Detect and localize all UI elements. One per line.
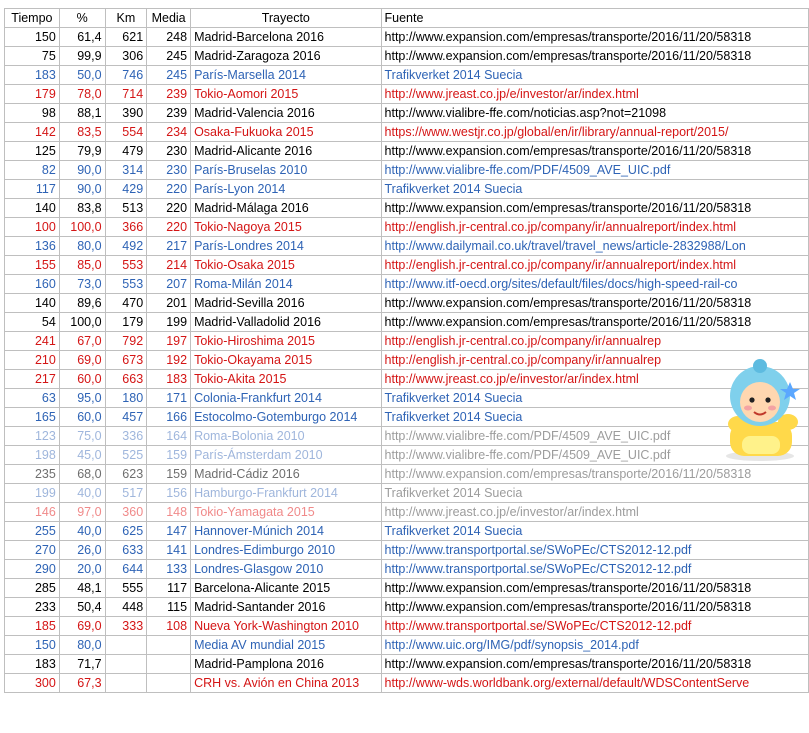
cell-fuente[interactable]: http://www.jreast.co.jp/e/investor/ar/index.html <box>381 503 808 522</box>
cell-trayecto[interactable]: Tokio-Okayama 2015 <box>191 351 381 370</box>
cell-fuente[interactable]: http://www.transportportal.se/SWoPEc/CTS2012-12.pdf <box>381 541 808 560</box>
cell-trayecto[interactable]: Madrid-Alicante 2016 <box>191 142 381 161</box>
cell-km[interactable]: 492 <box>105 237 147 256</box>
cell-media[interactable]: 230 <box>147 142 191 161</box>
cell-fuente[interactable]: http://www.expansion.com/empresas/transporte/2016/11/20/58318 <box>381 655 808 674</box>
cell-media[interactable]: 197 <box>147 332 191 351</box>
cell-media[interactable]: 147 <box>147 522 191 541</box>
cell-media[interactable]: 245 <box>147 66 191 85</box>
cell-media[interactable]: 239 <box>147 85 191 104</box>
cell-percent[interactable]: 50,4 <box>59 598 105 617</box>
cell-percent[interactable]: 83,5 <box>59 123 105 142</box>
cell-km[interactable]: 792 <box>105 332 147 351</box>
cell-percent[interactable]: 99,9 <box>59 47 105 66</box>
cell-tiempo[interactable]: 98 <box>5 104 60 123</box>
cell-trayecto[interactable]: Madrid-Zaragoza 2016 <box>191 47 381 66</box>
cell-media[interactable]: 117 <box>147 579 191 598</box>
cell-trayecto[interactable]: Londres-Edimburgo 2010 <box>191 541 381 560</box>
header-km[interactable]: Km <box>105 9 147 28</box>
cell-fuente[interactable]: http://www.expansion.com/empresas/transporte/2016/11/20/58318 <box>381 142 808 161</box>
cell-km[interactable]: 633 <box>105 541 147 560</box>
cell-trayecto[interactable]: Madrid-Pamplona 2016 <box>191 655 381 674</box>
cell-percent[interactable]: 89,6 <box>59 294 105 313</box>
table-row <box>5 655 809 674</box>
cell-trayecto[interactable]: París-Ámsterdam 2010 <box>191 446 381 465</box>
cell-trayecto[interactable]: Madrid-Santander 2016 <box>191 598 381 617</box>
cell-tiempo[interactable]: 290 <box>5 560 60 579</box>
cell-percent[interactable]: 69,0 <box>59 351 105 370</box>
cell-tiempo[interactable]: 185 <box>5 617 60 636</box>
cell-km[interactable]: 336 <box>105 427 147 446</box>
cell-fuente[interactable]: http://www.vialibre-ffe.com/PDF/4509_AVE_UIC.pdf <box>381 427 808 446</box>
cell-tiempo[interactable]: 146 <box>5 503 60 522</box>
cell-fuente[interactable]: http://www.expansion.com/empresas/transporte/2016/11/20/58318 <box>381 465 808 484</box>
cell-trayecto[interactable]: Londres-Glasgow 2010 <box>191 560 381 579</box>
cell-trayecto[interactable]: Colonia-Frankfurt 2014 <box>191 389 381 408</box>
table-row <box>5 313 809 332</box>
cell-fuente[interactable]: http://www.jreast.co.jp/e/investor/ar/index.html <box>381 85 808 104</box>
cell-tiempo[interactable]: 255 <box>5 522 60 541</box>
cell-media[interactable]: 141 <box>147 541 191 560</box>
cell-fuente[interactable]: Trafikverket 2014 Suecia <box>381 66 808 85</box>
cell-km[interactable]: 179 <box>105 313 147 332</box>
cell-trayecto[interactable]: Tokio-Akita 2015 <box>191 370 381 389</box>
cell-fuente[interactable]: http://www.dailymail.co.uk/travel/travel_news/article-2832988/Lon <box>381 237 808 256</box>
cell-fuente[interactable]: http://www.expansion.com/empresas/transporte/2016/11/20/58318 <box>381 199 808 218</box>
table-row <box>5 294 809 313</box>
cell-trayecto[interactable]: Madrid-Valencia 2016 <box>191 104 381 123</box>
cell-trayecto[interactable]: Tokio-Osaka 2015 <box>191 256 381 275</box>
cell-km[interactable]: 714 <box>105 85 147 104</box>
cell-trayecto[interactable]: Barcelona-Alicante 2015 <box>191 579 381 598</box>
cell-media[interactable] <box>147 674 191 693</box>
cell-trayecto[interactable]: Madrid-Málaga 2016 <box>191 199 381 218</box>
table-row <box>5 28 809 47</box>
table-row <box>5 522 809 541</box>
cell-media[interactable]: 183 <box>147 370 191 389</box>
cell-trayecto[interactable]: Tokio-Nagoya 2015 <box>191 218 381 237</box>
cell-km[interactable]: 360 <box>105 503 147 522</box>
cell-percent[interactable]: 90,0 <box>59 161 105 180</box>
cell-tiempo[interactable]: 82 <box>5 161 60 180</box>
cell-percent[interactable]: 80,0 <box>59 636 105 655</box>
cell-fuente[interactable]: http://english.jr-central.co.jp/company/ir/annualrep <box>381 332 808 351</box>
cell-percent[interactable]: 79,9 <box>59 142 105 161</box>
cell-percent[interactable]: 95,0 <box>59 389 105 408</box>
cell-fuente[interactable]: Trafikverket 2014 Suecia <box>381 408 808 427</box>
table-row <box>5 560 809 579</box>
cell-tiempo[interactable]: 150 <box>5 28 60 47</box>
cell-fuente[interactable]: http://www.transportportal.se/SWoPEc/CTS2012-12.pdf <box>381 617 808 636</box>
table-row <box>5 218 809 237</box>
cell-fuente[interactable]: http://www.expansion.com/empresas/transporte/2016/11/20/58318 <box>381 579 808 598</box>
cell-km[interactable]: 525 <box>105 446 147 465</box>
routes-table <box>4 8 809 693</box>
table-row <box>5 427 809 446</box>
cell-percent[interactable]: 45,0 <box>59 446 105 465</box>
cell-fuente[interactable]: http://www.vialibre-ffe.com/PDF/4509_AVE_UIC.pdf <box>381 446 808 465</box>
header-tiempo[interactable]: Tiempo <box>5 9 60 28</box>
cell-km[interactable]: 625 <box>105 522 147 541</box>
cell-media[interactable]: 217 <box>147 237 191 256</box>
cell-km[interactable]: 553 <box>105 256 147 275</box>
table-row <box>5 237 809 256</box>
cell-trayecto[interactable]: Osaka-Fukuoka 2015 <box>191 123 381 142</box>
cell-trayecto[interactable]: Tokio-Aomori 2015 <box>191 85 381 104</box>
cell-trayecto[interactable]: CRH vs. Avión en China 2013 <box>191 674 381 693</box>
cell-percent[interactable]: 26,0 <box>59 541 105 560</box>
cell-tiempo[interactable]: 155 <box>5 256 60 275</box>
table-row <box>5 389 809 408</box>
cell-tiempo[interactable]: 140 <box>5 294 60 313</box>
table-row <box>5 598 809 617</box>
cell-tiempo[interactable]: 100 <box>5 218 60 237</box>
cell-km[interactable] <box>105 636 147 655</box>
cell-km[interactable]: 448 <box>105 598 147 617</box>
header-row <box>5 9 809 28</box>
cell-percent[interactable]: 75,0 <box>59 427 105 446</box>
table-row <box>5 674 809 693</box>
cell-percent[interactable]: 60,0 <box>59 370 105 389</box>
cell-percent[interactable]: 67,0 <box>59 332 105 351</box>
table-row <box>5 484 809 503</box>
cell-tiempo[interactable]: 123 <box>5 427 60 446</box>
cell-fuente[interactable]: http://english.jr-central.co.jp/company/ir/annualreport/index.html <box>381 256 808 275</box>
cell-media[interactable]: 159 <box>147 446 191 465</box>
cell-fuente[interactable]: http://www.expansion.com/empresas/transporte/2016/11/20/58318 <box>381 294 808 313</box>
cell-trayecto[interactable]: Hannover-Múnich 2014 <box>191 522 381 541</box>
cell-trayecto[interactable]: París-Londres 2014 <box>191 237 381 256</box>
cell-media[interactable]: 220 <box>147 218 191 237</box>
cell-km[interactable]: 673 <box>105 351 147 370</box>
cell-km[interactable]: 366 <box>105 218 147 237</box>
cell-trayecto[interactable]: Tokio-Hiroshima 2015 <box>191 332 381 351</box>
header-media[interactable]: Media <box>147 9 191 28</box>
cell-km[interactable]: 554 <box>105 123 147 142</box>
table-row <box>5 256 809 275</box>
cell-tiempo[interactable]: 233 <box>5 598 60 617</box>
cell-fuente[interactable]: http://www-wds.worldbank.org/external/default/WDSContentServe <box>381 674 808 693</box>
cell-media[interactable]: 171 <box>147 389 191 408</box>
cell-km[interactable]: 333 <box>105 617 147 636</box>
cell-percent[interactable]: 67,3 <box>59 674 105 693</box>
cell-trayecto[interactable]: Madrid-Sevilla 2016 <box>191 294 381 313</box>
cell-tiempo[interactable]: 235 <box>5 465 60 484</box>
cell-fuente[interactable]: http://www.expansion.com/empresas/transporte/2016/11/20/58318 <box>381 47 808 66</box>
cell-percent[interactable]: 50,0 <box>59 66 105 85</box>
header-trayecto[interactable]: Trayecto <box>191 9 381 28</box>
cell-km[interactable]: 470 <box>105 294 147 313</box>
cell-tiempo[interactable]: 125 <box>5 142 60 161</box>
cell-percent[interactable]: 100,0 <box>59 218 105 237</box>
cell-trayecto[interactable]: Madrid-Barcelona 2016 <box>191 28 381 47</box>
table-row <box>5 370 809 389</box>
cell-tiempo[interactable]: 241 <box>5 332 60 351</box>
cell-percent[interactable]: 100,0 <box>59 313 105 332</box>
cell-media[interactable]: 234 <box>147 123 191 142</box>
cell-percent[interactable]: 71,7 <box>59 655 105 674</box>
table-row <box>5 85 809 104</box>
cell-percent[interactable]: 20,0 <box>59 560 105 579</box>
cell-media[interactable]: 108 <box>147 617 191 636</box>
cell-trayecto[interactable]: París-Bruselas 2010 <box>191 161 381 180</box>
cell-km[interactable]: 390 <box>105 104 147 123</box>
cell-tiempo[interactable]: 160 <box>5 275 60 294</box>
cell-km[interactable]: 746 <box>105 66 147 85</box>
table-row <box>5 351 809 370</box>
cell-km[interactable]: 180 <box>105 389 147 408</box>
cell-trayecto[interactable]: Madrid-Valladolid 2016 <box>191 313 381 332</box>
cell-trayecto[interactable]: Media AV mundial 2015 <box>191 636 381 655</box>
table-row <box>5 579 809 598</box>
cell-percent[interactable]: 88,1 <box>59 104 105 123</box>
cell-fuente[interactable]: http://www.vialibre-ffe.com/PDF/4509_AVE_UIC.pdf <box>381 161 808 180</box>
table-row <box>5 104 809 123</box>
cell-fuente[interactable]: http://www.expansion.com/empresas/transporte/2016/11/20/58318 <box>381 313 808 332</box>
cell-fuente[interactable]: http://www.expansion.com/empresas/transporte/2016/11/20/58318 <box>381 28 808 47</box>
cell-tiempo[interactable]: 285 <box>5 579 60 598</box>
cell-percent[interactable]: 83,8 <box>59 199 105 218</box>
cell-percent[interactable]: 69,0 <box>59 617 105 636</box>
cell-percent[interactable]: 40,0 <box>59 522 105 541</box>
cell-media[interactable]: 245 <box>147 47 191 66</box>
table-row <box>5 275 809 294</box>
cell-km[interactable] <box>105 655 147 674</box>
cell-media[interactable]: 248 <box>147 28 191 47</box>
cell-media[interactable]: 239 <box>147 104 191 123</box>
cell-km[interactable]: 644 <box>105 560 147 579</box>
cell-percent[interactable]: 85,0 <box>59 256 105 275</box>
table-row <box>5 408 809 427</box>
cell-tiempo[interactable]: 183 <box>5 66 60 85</box>
cell-percent[interactable]: 97,0 <box>59 503 105 522</box>
cell-tiempo[interactable]: 217 <box>5 370 60 389</box>
cell-media[interactable]: 133 <box>147 560 191 579</box>
cell-km[interactable]: 517 <box>105 484 147 503</box>
cell-trayecto[interactable]: Roma-Bolonia 2010 <box>191 427 381 446</box>
header-fuente[interactable]: Fuente <box>381 9 808 28</box>
cell-percent[interactable]: 68,0 <box>59 465 105 484</box>
cell-trayecto[interactable]: Estocolmo-Gotemburgo 2014 <box>191 408 381 427</box>
cell-tiempo[interactable]: 142 <box>5 123 60 142</box>
cell-percent[interactable]: 78,0 <box>59 85 105 104</box>
cell-km[interactable]: 513 <box>105 199 147 218</box>
cell-media[interactable]: 148 <box>147 503 191 522</box>
cell-fuente[interactable]: Trafikverket 2014 Suecia <box>381 522 808 541</box>
table-row <box>5 161 809 180</box>
cell-tiempo[interactable]: 179 <box>5 85 60 104</box>
cell-km[interactable]: 457 <box>105 408 147 427</box>
cell-km[interactable]: 553 <box>105 275 147 294</box>
cell-trayecto[interactable]: Tokio-Yamagata 2015 <box>191 503 381 522</box>
cell-tiempo[interactable]: 300 <box>5 674 60 693</box>
cell-fuente[interactable]: http://www.itf-oecd.org/sites/default/files/docs/high-speed-rail-co <box>381 275 808 294</box>
cell-trayecto[interactable]: París-Lyon 2014 <box>191 180 381 199</box>
cell-percent[interactable]: 48,1 <box>59 579 105 598</box>
cell-tiempo[interactable]: 75 <box>5 47 60 66</box>
cell-tiempo[interactable]: 117 <box>5 180 60 199</box>
cell-km[interactable]: 306 <box>105 47 147 66</box>
cell-media[interactable]: 192 <box>147 351 191 370</box>
cell-fuente[interactable]: http://www.transportportal.se/SWoPEc/CTS2012-12.pdf <box>381 560 808 579</box>
toy-figure-image <box>708 352 808 462</box>
cell-media[interactable]: 166 <box>147 408 191 427</box>
cell-trayecto[interactable]: Roma-Milán 2014 <box>191 275 381 294</box>
cell-media[interactable]: 199 <box>147 313 191 332</box>
cell-percent[interactable]: 90,0 <box>59 180 105 199</box>
cell-fuente[interactable]: Trafikverket 2014 Suecia <box>381 389 808 408</box>
cell-media[interactable]: 220 <box>147 180 191 199</box>
table-row <box>5 446 809 465</box>
cell-percent[interactable]: 73,0 <box>59 275 105 294</box>
table-row <box>5 332 809 351</box>
cell-fuente[interactable]: Trafikverket 2014 Suecia <box>381 484 808 503</box>
cell-media[interactable]: 201 <box>147 294 191 313</box>
cell-fuente[interactable]: http://www.jreast.co.jp/e/investor/ar/index.html <box>381 370 808 389</box>
table-row <box>5 503 809 522</box>
cell-tiempo[interactable]: 199 <box>5 484 60 503</box>
cell-media[interactable]: 164 <box>147 427 191 446</box>
cell-trayecto[interactable]: Nueva York-Washington 2010 <box>191 617 381 636</box>
cell-tiempo[interactable]: 270 <box>5 541 60 560</box>
cell-tiempo[interactable]: 183 <box>5 655 60 674</box>
cell-trayecto[interactable]: Madrid-Cádiz 2016 <box>191 465 381 484</box>
cell-km[interactable]: 429 <box>105 180 147 199</box>
cell-km[interactable] <box>105 674 147 693</box>
cell-fuente[interactable]: http://www.expansion.com/empresas/transporte/2016/11/20/58318 <box>381 598 808 617</box>
cell-trayecto[interactable]: París-Marsella 2014 <box>191 66 381 85</box>
table-row <box>5 142 809 161</box>
cell-fuente[interactable]: https://www.westjr.co.jp/global/en/ir/library/annual-report/2015/ <box>381 123 808 142</box>
cell-media[interactable]: 115 <box>147 598 191 617</box>
cell-tiempo[interactable]: 165 <box>5 408 60 427</box>
cell-tiempo[interactable]: 150 <box>5 636 60 655</box>
table-row <box>5 617 809 636</box>
cell-media[interactable]: 159 <box>147 465 191 484</box>
cell-percent[interactable]: 40,0 <box>59 484 105 503</box>
cell-fuente[interactable]: http://www.vialibre-ffe.com/noticias.asp?not=21098 <box>381 104 808 123</box>
cell-percent[interactable]: 80,0 <box>59 237 105 256</box>
table-row <box>5 180 809 199</box>
cell-percent[interactable]: 60,0 <box>59 408 105 427</box>
table-row <box>5 199 809 218</box>
cell-fuente[interactable]: http://english.jr-central.co.jp/company/ir/annualreport/index.html <box>381 218 808 237</box>
cell-tiempo[interactable]: 198 <box>5 446 60 465</box>
cell-km[interactable]: 555 <box>105 579 147 598</box>
header-percent[interactable]: % <box>59 9 105 28</box>
cell-km[interactable]: 314 <box>105 161 147 180</box>
table-body <box>5 28 809 693</box>
table-row <box>5 66 809 85</box>
cell-km[interactable]: 479 <box>105 142 147 161</box>
cell-tiempo[interactable]: 136 <box>5 237 60 256</box>
cell-media[interactable] <box>147 655 191 674</box>
cell-trayecto[interactable]: Hamburgo-Frankfurt 2014 <box>191 484 381 503</box>
table-row <box>5 47 809 66</box>
cell-media[interactable]: 230 <box>147 161 191 180</box>
cell-fuente[interactable]: http://www.uic.org/IMG/pdf/synopsis_2014.pdf <box>381 636 808 655</box>
cell-km[interactable]: 663 <box>105 370 147 389</box>
cell-tiempo[interactable]: 63 <box>5 389 60 408</box>
cell-media[interactable] <box>147 636 191 655</box>
table-row <box>5 636 809 655</box>
cell-km[interactable]: 623 <box>105 465 147 484</box>
cell-media[interactable]: 214 <box>147 256 191 275</box>
cell-tiempo[interactable]: 210 <box>5 351 60 370</box>
table-row <box>5 123 809 142</box>
cell-tiempo[interactable]: 140 <box>5 199 60 218</box>
cell-media[interactable]: 220 <box>147 199 191 218</box>
cell-media[interactable]: 156 <box>147 484 191 503</box>
cell-fuente[interactable]: http://english.jr-central.co.jp/company/ir/annualrep <box>381 351 808 370</box>
cell-percent[interactable]: 61,4 <box>59 28 105 47</box>
cell-media[interactable]: 207 <box>147 275 191 294</box>
table-row <box>5 465 809 484</box>
table-row <box>5 541 809 560</box>
cell-tiempo[interactable]: 54 <box>5 313 60 332</box>
cell-fuente[interactable]: Trafikverket 2014 Suecia <box>381 180 808 199</box>
cell-km[interactable]: 621 <box>105 28 147 47</box>
